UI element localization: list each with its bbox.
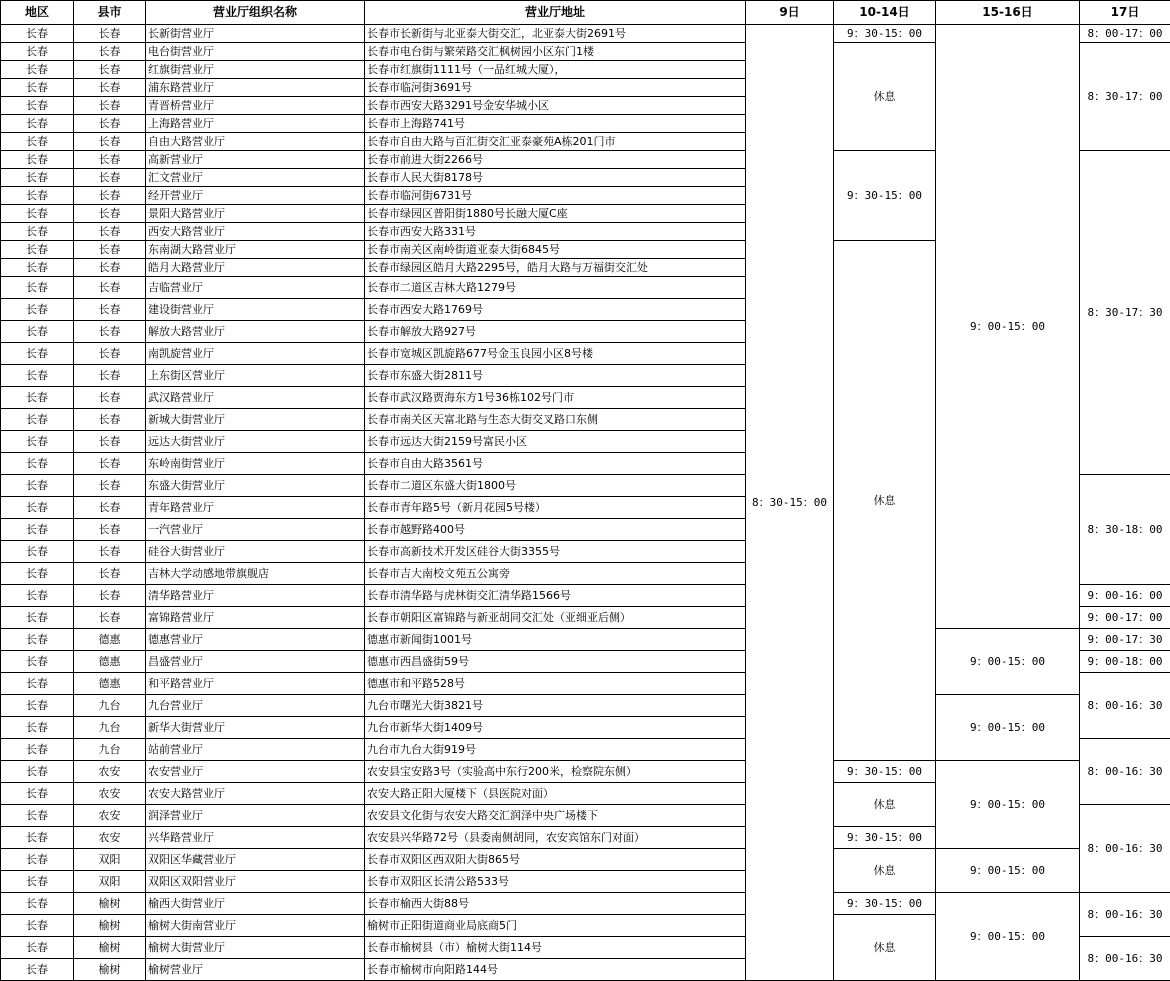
- region-cell: 长春: [1, 607, 74, 629]
- region-cell: 长春: [1, 277, 74, 299]
- hall-name-cell: 兴华路营业厅: [146, 827, 365, 849]
- county-cell: 长春: [74, 115, 146, 133]
- county-cell: 长春: [74, 25, 146, 43]
- region-cell: 长春: [1, 761, 74, 783]
- county-cell: 德惠: [74, 651, 146, 673]
- county-cell: 榆树: [74, 937, 146, 959]
- region-cell: 长春: [1, 739, 74, 761]
- region-cell: 长春: [1, 629, 74, 651]
- hall-address-cell: 长春市朝阳区富锦路与新亚胡同交汇处（亚细亚后侧）: [365, 607, 746, 629]
- day-17-hours-cell: 9：00-17：30: [1080, 629, 1170, 651]
- hall-name-cell: 和平路营业厅: [146, 673, 365, 695]
- region-cell: 长春: [1, 915, 74, 937]
- table-row: [1, 629, 1170, 651]
- hall-name-cell: 上东街区营业厅: [146, 365, 365, 387]
- day-15-16-hours-cell: 9：00-15：00: [936, 25, 1080, 629]
- table-row: [1, 695, 1170, 717]
- county-cell: 长春: [74, 133, 146, 151]
- county-cell: 长春: [74, 519, 146, 541]
- county-cell: 长春: [74, 151, 146, 169]
- hall-address-cell: 长春市解放大路927号: [365, 321, 746, 343]
- region-cell: 长春: [1, 783, 74, 805]
- day-10-14-hours-cell: 休息: [834, 783, 936, 827]
- hall-name-cell: 浦东路营业厅: [146, 79, 365, 97]
- region-cell: 长春: [1, 497, 74, 519]
- region-cell: 长春: [1, 541, 74, 563]
- hall-address-cell: 长春市宽城区凯旋路677号金玉良园小区8号楼: [365, 343, 746, 365]
- hall-name-cell: 榆树大街南营业厅: [146, 915, 365, 937]
- region-cell: 长春: [1, 717, 74, 739]
- hall-name-cell: 一汽营业厅: [146, 519, 365, 541]
- region-cell: 长春: [1, 205, 74, 223]
- county-cell: 九台: [74, 695, 146, 717]
- hall-name-cell: 景阳大路营业厅: [146, 205, 365, 223]
- region-cell: 长春: [1, 673, 74, 695]
- day-17-hours-cell: 8：00-16：30: [1080, 805, 1170, 893]
- region-cell: 长春: [1, 365, 74, 387]
- county-cell: 榆树: [74, 893, 146, 915]
- region-cell: 长春: [1, 97, 74, 115]
- hall-address-cell: 长春市青年路5号（新月花园5号楼）: [365, 497, 746, 519]
- hall-name-cell: 自由大路营业厅: [146, 133, 365, 151]
- hall-name-cell: 双阳区双阳营业厅: [146, 871, 365, 893]
- hall-address-cell: 长春市西安大路1769号: [365, 299, 746, 321]
- hall-address-cell: 农安县宝安路3号（实验高中东行200米，检察院东侧）: [365, 761, 746, 783]
- county-cell: 长春: [74, 453, 146, 475]
- hall-name-cell: 建设街营业厅: [146, 299, 365, 321]
- hall-name-cell: 武汉路营业厅: [146, 387, 365, 409]
- hall-address-cell: 长春市自由大路与百汇街交汇亚泰豪苑A栋201门市: [365, 133, 746, 151]
- hall-name-cell: 榆西大街营业厅: [146, 893, 365, 915]
- county-cell: 长春: [74, 241, 146, 259]
- hall-name-cell: 南凯旋营业厅: [146, 343, 365, 365]
- header-row: [1, 1, 1170, 25]
- hall-name-cell: 长新街营业厅: [146, 25, 365, 43]
- county-cell: 长春: [74, 61, 146, 79]
- day-17-hours-cell: 9：00-16：00: [1080, 585, 1170, 607]
- day-10-14-hours-cell: 9：30-15：00: [834, 761, 936, 783]
- hall-name-cell: 九台营业厅: [146, 695, 365, 717]
- county-cell: 长春: [74, 497, 146, 519]
- region-cell: 长春: [1, 431, 74, 453]
- region-cell: 长春: [1, 959, 74, 981]
- hall-name-cell: 西安大路营业厅: [146, 223, 365, 241]
- county-cell: 榆树: [74, 959, 146, 981]
- hall-name-cell: 解放大路营业厅: [146, 321, 365, 343]
- county-cell: 九台: [74, 717, 146, 739]
- county-cell: 长春: [74, 43, 146, 61]
- county-cell: 长春: [74, 475, 146, 497]
- region-cell: 长春: [1, 475, 74, 497]
- hall-name-cell: 东岭南街营业厅: [146, 453, 365, 475]
- region-cell: 长春: [1, 187, 74, 205]
- region-cell: 长春: [1, 563, 74, 585]
- region-cell: 长春: [1, 241, 74, 259]
- hall-name-cell: 电台街营业厅: [146, 43, 365, 61]
- county-cell: 长春: [74, 585, 146, 607]
- region-cell: 长春: [1, 25, 74, 43]
- region-cell: 长春: [1, 893, 74, 915]
- day-17-hours-cell: 8：00-16：30: [1080, 673, 1170, 739]
- region-cell: 长春: [1, 695, 74, 717]
- header-hall-name: 营业厅组织名称: [146, 1, 365, 25]
- hall-name-cell: 吉林大学动感地带旗舰店: [146, 563, 365, 585]
- hall-address-cell: 长春市南关区天富北路与生态大街交叉路口东侧: [365, 409, 746, 431]
- header-day-9: 9日: [746, 1, 834, 25]
- county-cell: 榆树: [74, 915, 146, 937]
- table-row: [1, 893, 1170, 915]
- county-cell: 德惠: [74, 629, 146, 651]
- hall-address-cell: 长春市红旗街1111号（一品红城大厦），: [365, 61, 746, 79]
- region-cell: 长春: [1, 387, 74, 409]
- hall-name-cell: 硅谷大街营业厅: [146, 541, 365, 563]
- hall-address-cell: 长春市电台街与繁荣路交汇枫树园小区东门1楼: [365, 43, 746, 61]
- day-10-14-hours-cell: 休息: [834, 915, 936, 981]
- hall-address-cell: 九台市曙光大街3821号: [365, 695, 746, 717]
- day-10-14-hours-cell: 休息: [834, 43, 936, 151]
- hall-address-cell: 长春市东盛大街2811号: [365, 365, 746, 387]
- day-17-hours-cell: 9：00-18：00: [1080, 651, 1170, 673]
- county-cell: 农安: [74, 761, 146, 783]
- hall-name-cell: 红旗街营业厅: [146, 61, 365, 79]
- hall-name-cell: 润泽营业厅: [146, 805, 365, 827]
- region-cell: 长春: [1, 849, 74, 871]
- hall-name-cell: 皓月大路营业厅: [146, 259, 365, 277]
- hall-address-cell: 九台市新华大街1409号: [365, 717, 746, 739]
- day-15-16-hours-cell: 9：00-15：00: [936, 695, 1080, 761]
- day-10-14-hours-cell: 休息: [834, 241, 936, 761]
- county-cell: 农安: [74, 783, 146, 805]
- county-cell: 长春: [74, 187, 146, 205]
- county-cell: 双阳: [74, 871, 146, 893]
- day-10-14-hours-cell: 9：30-15：00: [834, 25, 936, 43]
- hall-name-cell: 东盛大街营业厅: [146, 475, 365, 497]
- region-cell: 长春: [1, 453, 74, 475]
- header-hall-address: 营业厅地址: [365, 1, 746, 25]
- county-cell: 德惠: [74, 673, 146, 695]
- region-cell: 长春: [1, 937, 74, 959]
- day-15-16-hours-cell: 9：00-15：00: [936, 849, 1080, 893]
- region-cell: 长春: [1, 343, 74, 365]
- hall-name-cell: 昌盛营业厅: [146, 651, 365, 673]
- region-cell: 长春: [1, 409, 74, 431]
- hall-address-cell: 长春市长新街与北亚泰大街交汇，北亚泰大街2691号: [365, 25, 746, 43]
- hall-address-cell: 长春市绿园区普阳街1880号长融大厦C座: [365, 205, 746, 223]
- hall-address-cell: 九台市九台大街919号: [365, 739, 746, 761]
- county-cell: 长春: [74, 299, 146, 321]
- hall-name-cell: 东南湖大路营业厅: [146, 241, 365, 259]
- county-cell: 九台: [74, 739, 146, 761]
- region-cell: 长春: [1, 259, 74, 277]
- day-17-hours-cell: 8：30-18：00: [1080, 475, 1170, 585]
- day-17-hours-cell: 8：00-17：00: [1080, 25, 1170, 43]
- county-cell: 长春: [74, 409, 146, 431]
- hall-name-cell: 青晋桥营业厅: [146, 97, 365, 115]
- region-cell: 长春: [1, 299, 74, 321]
- hall-name-cell: 高新营业厅: [146, 151, 365, 169]
- hall-address-cell: 长春市二道区吉林大路1279号: [365, 277, 746, 299]
- hall-address-cell: 德惠市新闻街1001号: [365, 629, 746, 651]
- county-cell: 长春: [74, 563, 146, 585]
- county-cell: 长春: [74, 431, 146, 453]
- county-cell: 长春: [74, 259, 146, 277]
- county-cell: 长春: [74, 541, 146, 563]
- day-15-16-hours-cell: 9：00-15：00: [936, 761, 1080, 849]
- hall-address-cell: 长春市临河街3691号: [365, 79, 746, 97]
- region-cell: 长春: [1, 827, 74, 849]
- hall-address-cell: 长春市双阳区长清公路533号: [365, 871, 746, 893]
- hall-address-cell: 长春市西安大路331号: [365, 223, 746, 241]
- header-day-15-16: 15-16日: [936, 1, 1080, 25]
- hall-name-cell: 双阳区华藏营业厅: [146, 849, 365, 871]
- hall-name-cell: 站前营业厅: [146, 739, 365, 761]
- region-cell: 长春: [1, 223, 74, 241]
- county-cell: 长春: [74, 223, 146, 241]
- region-cell: 长春: [1, 169, 74, 187]
- hall-address-cell: 德惠市西昌盛街59号: [365, 651, 746, 673]
- county-cell: 长春: [74, 79, 146, 97]
- hall-name-cell: 农安大路营业厅: [146, 783, 365, 805]
- hall-name-cell: 清华路营业厅: [146, 585, 365, 607]
- county-cell: 农安: [74, 827, 146, 849]
- region-cell: 长春: [1, 651, 74, 673]
- table-row: [1, 25, 1170, 43]
- hall-address-cell: 长春市自由大路3561号: [365, 453, 746, 475]
- region-cell: 长春: [1, 43, 74, 61]
- county-cell: 长春: [74, 169, 146, 187]
- day-10-14-hours-cell: 9：30-15：00: [834, 893, 936, 915]
- hall-name-cell: 富锦路营业厅: [146, 607, 365, 629]
- county-cell: 长春: [74, 277, 146, 299]
- county-cell: 长春: [74, 97, 146, 115]
- day-10-14-hours-cell: 9：30-15：00: [834, 151, 936, 241]
- hall-name-cell: 新华大街营业厅: [146, 717, 365, 739]
- county-cell: 长春: [74, 205, 146, 223]
- day-17-hours-cell: 8：00-16：30: [1080, 739, 1170, 805]
- hall-address-cell: 长春市榆树市向阳路144号: [365, 959, 746, 981]
- region-cell: 长春: [1, 321, 74, 343]
- hall-address-cell: 长春市绿园区皓月大路2295号，皓月大路与万福街交汇处: [365, 259, 746, 277]
- region-cell: 长春: [1, 805, 74, 827]
- header-day-17: 17日: [1080, 1, 1170, 25]
- hall-address-cell: 长春市二道区东盛大街1800号: [365, 475, 746, 497]
- hall-address-cell: 长春市榆树县（市）榆树大街114号: [365, 937, 746, 959]
- county-cell: 长春: [74, 343, 146, 365]
- day-15-16-hours-cell: 9：00-15：00: [936, 629, 1080, 695]
- county-cell: 农安: [74, 805, 146, 827]
- hall-name-cell: 远达大街营业厅: [146, 431, 365, 453]
- hall-address-cell: 长春市武汉路贾海东方1号36栋102号门市: [365, 387, 746, 409]
- hall-name-cell: 榆树大街营业厅: [146, 937, 365, 959]
- day-9-hours-cell: 8：30-15：00: [746, 25, 834, 981]
- hall-address-cell: 长春市临河街6731号: [365, 187, 746, 205]
- header-day-10-14: 10-14日: [834, 1, 936, 25]
- day-17-hours-cell: 8：30-17：00: [1080, 43, 1170, 151]
- day-17-hours-cell: 8：30-17：30: [1080, 151, 1170, 475]
- region-cell: 长春: [1, 151, 74, 169]
- hall-address-cell: 长春市前进大街2266号: [365, 151, 746, 169]
- region-cell: 长春: [1, 519, 74, 541]
- hall-name-cell: 青年路营业厅: [146, 497, 365, 519]
- day-17-hours-cell: 8：00-16：30: [1080, 893, 1170, 937]
- table-row: [1, 761, 1170, 783]
- region-cell: 长春: [1, 79, 74, 97]
- hall-address-cell: 长春市吉大南校文苑五公寓旁: [365, 563, 746, 585]
- hall-address-cell: 农安大路正阳大厦楼下（县医院对面）: [365, 783, 746, 805]
- hall-name-cell: 榆树营业厅: [146, 959, 365, 981]
- hall-address-cell: 榆树市正阳街道商业局底商5门: [365, 915, 746, 937]
- hall-name-cell: 吉临营业厅: [146, 277, 365, 299]
- hall-name-cell: 新城大街营业厅: [146, 409, 365, 431]
- hall-name-cell: 汇文营业厅: [146, 169, 365, 187]
- hall-address-cell: 长春市榆西大街88号: [365, 893, 746, 915]
- hall-name-cell: 德惠营业厅: [146, 629, 365, 651]
- hall-address-cell: 长春市人民大街8178号: [365, 169, 746, 187]
- day-10-14-hours-cell: 9：30-15：00: [834, 827, 936, 849]
- table-row: [1, 849, 1170, 871]
- day-15-16-hours-cell: 9：00-15：00: [936, 893, 1080, 981]
- hall-name-cell: 经开营业厅: [146, 187, 365, 205]
- hall-name-cell: 农安营业厅: [146, 761, 365, 783]
- header-county: 县市: [74, 1, 146, 25]
- hall-address-cell: 长春市南关区南岭街道亚泰大街6845号: [365, 241, 746, 259]
- county-cell: 长春: [74, 365, 146, 387]
- hall-address-cell: 长春市西安大路3291号金安华城小区: [365, 97, 746, 115]
- county-cell: 长春: [74, 607, 146, 629]
- hall-address-cell: 长春市高新技术开发区硅谷大街3355号: [365, 541, 746, 563]
- hall-address-cell: 长春市双阳区西双阳大街865号: [365, 849, 746, 871]
- hall-address-cell: 德惠市和平路528号: [365, 673, 746, 695]
- region-cell: 长春: [1, 61, 74, 79]
- hall-address-cell: 农安县文化街与农安大路交汇润泽中央广场楼下: [365, 805, 746, 827]
- county-cell: 长春: [74, 387, 146, 409]
- hall-address-cell: 长春市远达大街2159号富民小区: [365, 431, 746, 453]
- region-cell: 长春: [1, 871, 74, 893]
- hall-address-cell: 长春市越野路400号: [365, 519, 746, 541]
- region-cell: 长春: [1, 585, 74, 607]
- hall-address-cell: 长春市清华路与虎林街交汇清华路1566号: [365, 585, 746, 607]
- region-cell: 长春: [1, 133, 74, 151]
- hall-address-cell: 长春市上海路741号: [365, 115, 746, 133]
- county-cell: 长春: [74, 321, 146, 343]
- day-10-14-hours-cell: 休息: [834, 849, 936, 893]
- day-17-hours-cell: 8：00-16：30: [1080, 937, 1170, 981]
- hall-name-cell: 上海路营业厅: [146, 115, 365, 133]
- header-region: 地区: [1, 1, 74, 25]
- hall-address-cell: 农安县兴华路72号（县委南侧胡同，农安宾馆东门对面）: [365, 827, 746, 849]
- day-17-hours-cell: 9：00-17：00: [1080, 607, 1170, 629]
- region-cell: 长春: [1, 115, 74, 133]
- county-cell: 双阳: [74, 849, 146, 871]
